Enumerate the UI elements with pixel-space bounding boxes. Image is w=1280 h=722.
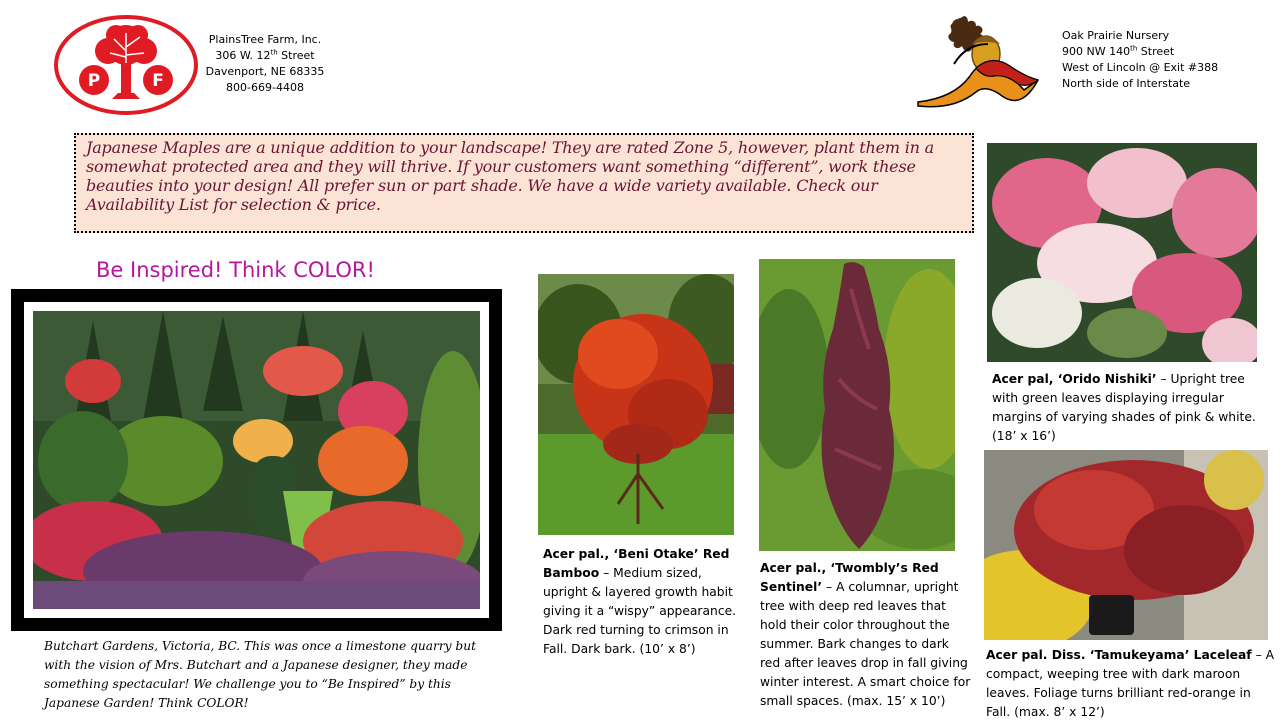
street-address: 306 W. 12th Street <box>215 48 315 62</box>
street-address: 900 NW 140th Street <box>1062 44 1175 58</box>
plant-details: – Medium sized, upright & layered growth habit giving it a “wispy” appearance. Dark red turning to crimson in Fall. Dark bark. (10’ x 8’) <box>543 566 737 656</box>
tamukeyama-photo <box>984 450 1268 640</box>
company-name: PlainsTree Farm, Inc. <box>208 33 322 46</box>
beni-otake-photo <box>538 274 734 535</box>
headline: Be Inspired! Think COLOR! <box>96 258 375 282</box>
phone-number: 800-669-4408 <box>226 81 304 94</box>
contact-left <box>200 32 330 96</box>
city-address: Davenport, NE 68335 <box>205 65 325 78</box>
plant-details: – Upright tree with green leaves displaying irregular margins of varying shades of pink & white. (18’ x 16’) <box>992 372 1256 443</box>
twombly-red-sentinel-photo <box>759 259 955 551</box>
location-line-2: North side of Interstate <box>1062 77 1191 90</box>
plant-description-orido-nishiki <box>992 370 1274 446</box>
logo-letter-p: P <box>87 71 101 91</box>
garden-caption: Butchart Gardens, Victoria, BC. This was once a limestone quarry but with the vision of Mrs. Butchart and a Japanese designer, they made something spectacular! We challenge you to “Be Inspired” by this Japanese Garden! Think COLOR! <box>44 639 476 710</box>
plainstree-farm-logo <box>54 15 198 115</box>
oak-prairie-logo <box>914 14 1044 112</box>
plant-description-twombly <box>760 559 972 711</box>
plant-name: Acer pal. Diss. ‘Tamukeyama’ Laceleaf <box>986 648 1252 662</box>
location-line: West of Lincoln @ Exit #388 <box>1062 61 1219 74</box>
plant-details: – A compact, weeping tree with dark maroon leaves. Foliage turns brilliant red-orange in Fall. (max. 8’ x 12’) <box>986 648 1275 719</box>
plant-description-beni-otake <box>543 545 743 659</box>
intro-text-box: Japanese Maples are a unique addition to your landscape! They are rated Zone 5, however, plant them in a somewhat protected area and they will thrive. If your customers want something “different”, work these beauties into your design! All prefer sun or part shade. We have a wide variety available. Check our Availability List for selection & price. <box>74 133 974 233</box>
plant-name: Acer pal., ‘Beni Otake’ Red Bamboo <box>543 547 730 580</box>
plant-name: Acer pal., ‘Twombly’s Red Sentinel’ <box>760 561 939 594</box>
plant-details: – A columnar, upright tree with deep red leaves that hold their color throughout the summer. Bark changes to dark red after leaves drop in fall giving winter interest. A smart choice for small spaces. (max. 15’ x 10’) <box>760 580 971 708</box>
plant-name: Acer pal, ‘Orido Nishiki’ <box>992 372 1157 386</box>
logo-letter-f: F <box>152 71 164 91</box>
plant-description-tamukeyama <box>986 646 1276 722</box>
orido-nishiki-photo <box>987 143 1257 362</box>
butchart-garden-photo <box>33 311 480 609</box>
contact-right <box>1062 28 1272 92</box>
company-name: Oak Prairie Nursery <box>1062 29 1170 42</box>
